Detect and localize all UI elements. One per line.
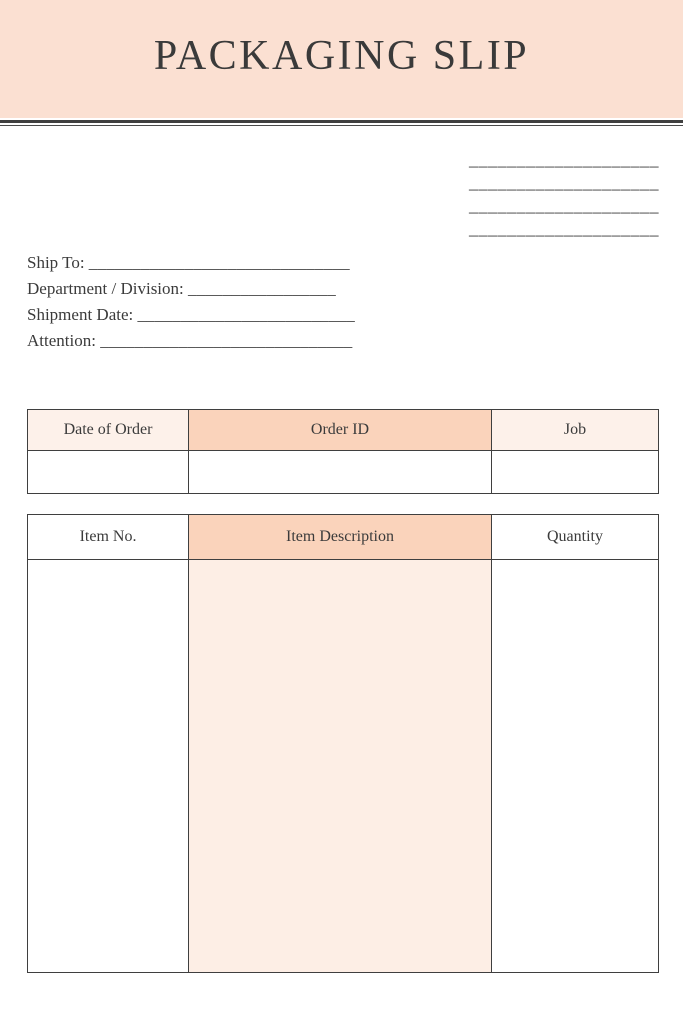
order-table [27,409,659,494]
order-cell-order-id[interactable] [189,451,492,494]
items-header-item-no: Item No. [28,515,189,560]
items-cell-item-no[interactable] [28,560,189,973]
order-header-order-id: Order ID [189,410,492,451]
attention-label: Attention: [27,331,96,350]
department-row [27,276,355,302]
table-row [28,451,659,494]
items-cell-quantity[interactable] [492,560,659,973]
address-line[interactable]: ____________________ [469,195,659,215]
order-header-job: Job [492,410,659,451]
header-banner [0,0,683,118]
items-header-item-description: Item Description [189,515,492,560]
address-line[interactable]: ____________________ [469,172,659,192]
shipment-date-label: Shipment Date: [27,305,134,324]
attention-input[interactable]: _____________________________ [100,331,353,350]
attention-row [27,328,355,354]
ship-to-block [27,250,355,354]
ship-to-row [27,250,355,276]
shipment-date-row [27,302,355,328]
table-row [28,560,659,973]
page-title: PACKAGING SLIP [153,33,530,79]
ship-to-input[interactable]: ______________________________ [88,253,350,272]
order-header-date-of-order: Date of Order [28,410,189,451]
ship-to-label: Ship To: [27,253,85,272]
department-label: Department / Division: [27,279,184,298]
items-cell-item-description[interactable] [189,560,492,973]
items-header-quantity: Quantity [492,515,659,560]
divider-thin-rule [0,125,683,126]
order-cell-date-of-order[interactable] [28,451,189,494]
order-table-header-row [28,410,659,451]
address-line[interactable]: ____________________ [469,149,659,169]
department-input[interactable]: _________________ [188,279,336,298]
header-divider [0,118,683,128]
shipment-date-input[interactable]: _________________________ [137,305,355,324]
order-cell-job[interactable] [492,451,659,494]
items-table-header-row [28,515,659,560]
address-block [469,148,659,240]
address-line[interactable]: ____________________ [469,218,659,238]
divider-thick-rule [0,120,683,123]
items-table [27,514,659,973]
